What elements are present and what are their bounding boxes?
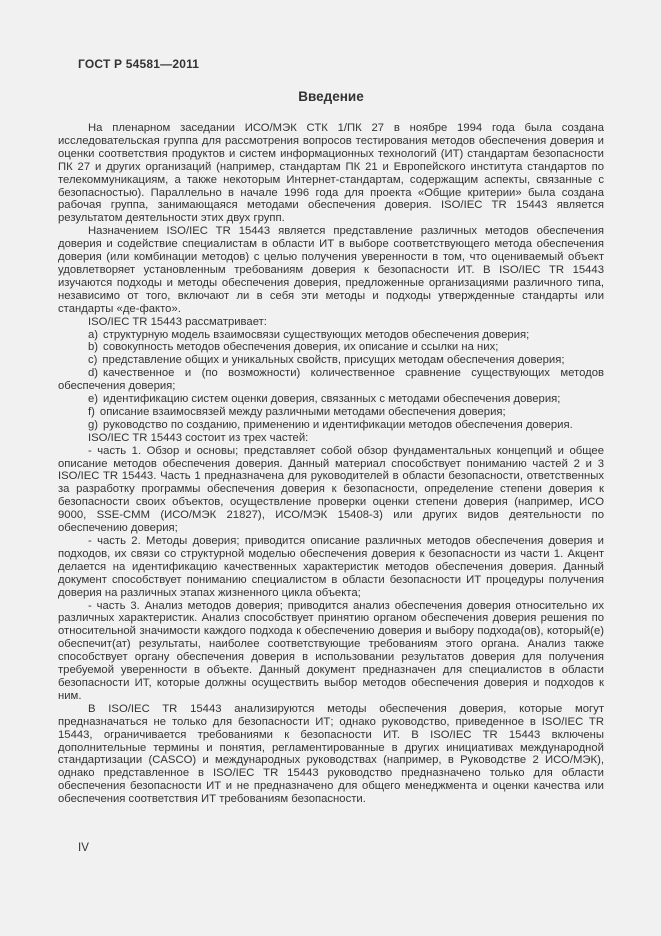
paragraph: На пленарном заседании ИСО/МЭК СТК 1/ПК 27 в ноябре 1994 года была создана исследовательская группа для рассмотрения вопросов тестирования методов обеспечения доверия и оценки соответствия продуктов и систем информационных технологий (ИТ) стандартам безопасности ПК 27 и других организаций (например, стандартам ПК 21 и Европейского института стандартов по телекоммуникациям, а также некоторым Интернет-стандартам, содержащим аспекты, связанные с безопасностью). Параллельно в начале 1996 года для проекта «Общие критерии» была создана рабочая группа, занимающаяся методами обеспечения доверия. ISO/IEC TR 15443 является результатом деятельности этих двух групп. [58,122,604,225]
list-item-label: e) [88,393,99,406]
list-item [58,341,604,354]
list-item [58,393,604,406]
list-item-text: структурную модель взаимосвязи существующих методов обеспечения доверия; [103,328,530,341]
list-item [58,354,604,367]
list-item-label: f) [88,405,95,418]
list-item-label: c) [88,354,98,367]
list-item [58,367,604,393]
part-item: - часть 2. Методы доверия; приводится описание различных методов обеспечения доверия и подходов, их связи со структурной моделью обеспечения доверия к безопасности из части 1. Акцент делается на идентификацию качественных характеристик методов обеспечения доверия. Данный документ способствует пониманию специалистом в области безопасности ИТ процедуры получения доверия на различных этапах жизненного цикла объекта; [58,535,604,599]
list-item-label: g) [88,418,99,431]
list-item [58,419,604,432]
list-lead: ISO/IEC TR 15443 рассматривает: [88,315,267,328]
list-item-label: b) [88,341,99,354]
page-number: IV [78,842,89,854]
document-header: ГОСТ Р 54581—2011 [78,57,200,71]
list-item-text: идентификацию систем оценки доверия, связанных с методами обеспечения доверия; [103,393,561,406]
paragraph: Назначением ISO/IEC TR 15443 является представление различных методов обеспечения доверия и содействие специалистам в области ИТ в выборе соответствующего метода обеспечения доверия (или комбинации методов) с целью получения уверенности в том, что оцениваемый объект удовлетворяет установленным требованиям доверия к безопасности ИТ. В ISO/IEC TR 15443 изучаются подходы и методы обеспечения доверия, предложенные организациями различного типа, независимо от того, включают ли в себя эти методы и подходы утвержденные стандарты или стандарты «де-факто». [58,225,604,315]
list-item-text: совокупность методов обеспечения доверия, их описание и ссылки на них; [103,341,499,354]
list-item-label: d) [88,367,99,380]
list-item [58,329,604,342]
list-item-text: описание взаимосвязей между различными методами обеспечения доверия; [99,405,506,418]
list-lead: ISO/IEC TR 15443 состоит из трех частей: [88,431,309,444]
page-title: Введение [298,89,364,104]
list-item-text: руководство по созданию, применению и идентификации методов обеспечения доверия. [103,418,573,431]
part-item: - часть 3. Анализ методов доверия; приводится анализ обеспечения доверия относительно их различных характеристик. Анализ способствует принятию органом обеспечения доверия решения по относительной значимости каждого подхода к обеспечению доверия и выбору подхода(ов), который(е) обеспечит(ат) результаты, наиболее соответствующие требованиям этого органа. Анализ также способствует органу обеспечения доверия в использовании результатов доверия для получения требуемой уверенности в объекте. Данный документ предназначен для специалистов в области безопасности ИТ, которые должны осуществить выбор методов обеспечения доверия и подходов к ним. [58,599,604,702]
list-item-label: a) [88,328,99,341]
list-item [58,406,604,419]
list-item-text: представление общих и уникальных свойств, присущих методам обеспечения доверия; [102,354,565,367]
part-item: - часть 1. Обзор и основы; представляет собой обзор фундаментальных концепций и общее описание методов обеспечения доверия. Данный материал способствует пониманию частей 2 и 3 ISO/IEC TR 15443. Часть 1 предназначена для руководителей в области безопасности, ответственных за разработку программы обеспечения доверия к безопасности, определение степени доверия к безопасности своих объектов, осуществление проверки оценки степени доверия (например, ИСО 9000, SSE-CMM (ИСО/МЭК 21827), ИСО/МЭК 15408-3) или других видов деятельности по обеспечению доверия; [58,444,604,535]
introduction-text [58,122,604,806]
paragraph: В ISO/IEC TR 15443 анализируются методы обеспечения доверия, которые могут предназначаться не только для безопасности ИТ; однако руководство, приведенное в ISO/IEC TR 15443, ограничивается требованиями к безопасности ИТ. В ISO/IEC TR 15443 включены дополнительные термины и понятия, регламентированные в других инициативах международной стандартизации (CASCO) и международных руководствах (например, в Руководстве 2 ИСО/МЭК), однако представленное в ISO/IEC TR 15443 руководство предназначено только для области обеспечения безопасности ИТ и не предназначено для общего менеджмента и оценки качества или обеспечения соответствия ИТ требованиям безопасности. [58,702,604,806]
list-item-text: качественное и (по возможности) количественное сравнение существующих методов обеспечения доверия; [58,367,604,393]
